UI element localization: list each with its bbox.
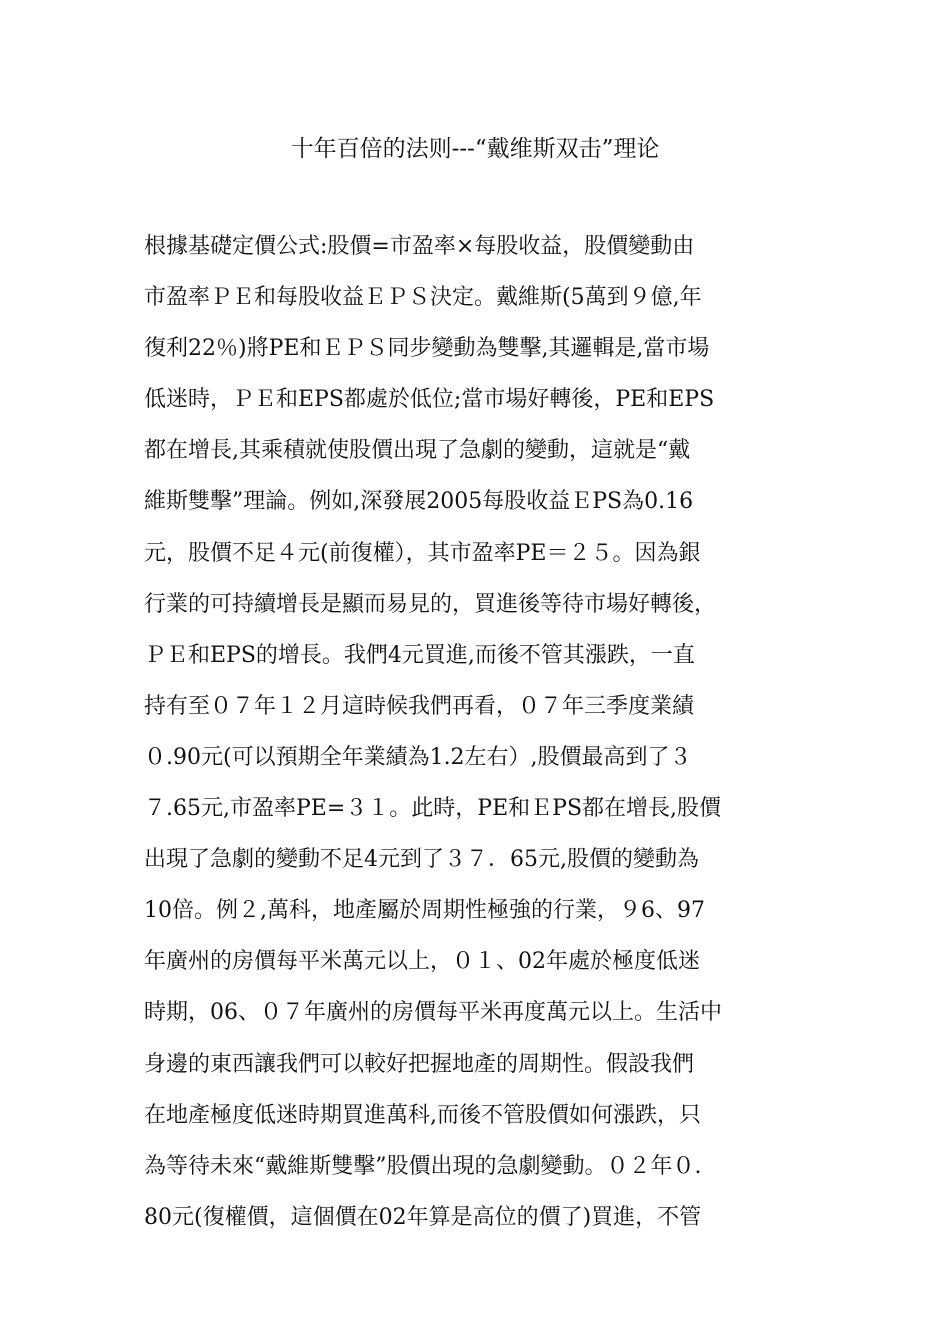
document-title: 十年百倍的法则---“戴维斯双击”理论 — [290, 136, 660, 162]
body-line: 出現了急劇的變動不足4元到了３７．65元,股價的變動為 — [144, 847, 699, 873]
body-line: 時期，06、０７年廣州的房價每平米再度萬元以上。生活中 — [144, 1000, 722, 1026]
body-line: 市盈率ＰＥ和每股收益ＥＰＳ決定。戴維斯(5萬到９億,年 — [144, 285, 702, 311]
body-line: 80元(復權價，這個價在02年算是高位的價了)買進，不管 — [144, 1204, 702, 1230]
body-line: 都在增長,其乘積就使股價出現了急劇的變動，這就是“戴 — [144, 438, 691, 464]
body-line: ７.65元,市盈率PE=３１。此時，PE和ＥPS都在增長,股價 — [144, 796, 722, 822]
body-line: 元，股價不足４元(前復權），其市盈率PE＝２５。因為銀 — [144, 540, 701, 566]
body-line: 低迷時，ＰＥ和EPS都處於低位;當市場好轉後，PE和EPS — [144, 387, 715, 413]
body-line: 復利22％)將PE和ＥＰＳ同步變動為雙擊,其邏輯是,當市場 — [144, 336, 710, 362]
body-line: 10倍。例２,萬科，地產屬於周期性極強的行業，９6、97 — [144, 898, 705, 924]
body-line: 行業的可持續增長是顯而易見的，買進後等待市場好轉後， — [144, 591, 717, 617]
body-line: ＰＥ和EPS的增長。我們4元買進,而後不管其漲跌，一直 — [144, 642, 695, 668]
document-body — [144, 229, 824, 1251]
body-line: 身邊的東西讓我們可以較好把握地產的周期性。假設我們 — [144, 1051, 695, 1077]
body-line: ０.90元(可以預期全年業績為1.2左右）,股價最高到了３ — [144, 744, 692, 770]
body-line: 根據基礎定價公式:股價=市盈率×每股收益，股價變動由 — [144, 234, 695, 259]
body-line: 在地產極度低迷時期買進萬科,而後不管股價如何漲跌，只 — [144, 1102, 701, 1128]
body-line: 持有至０７年１２月這時候我們再看，０７年三季度業績 — [144, 693, 695, 719]
body-line: 年廣州的房價每平米萬元以上，０１、02年處於極度低迷 — [144, 949, 700, 975]
body-line: 為等待未來“戴維斯雙擊”股價出現的急劇變動。０２年０. — [144, 1153, 702, 1179]
body-line: 維斯雙擊”理論。例如,深發展2005每股收益ＥPS為0.16 — [144, 489, 694, 515]
